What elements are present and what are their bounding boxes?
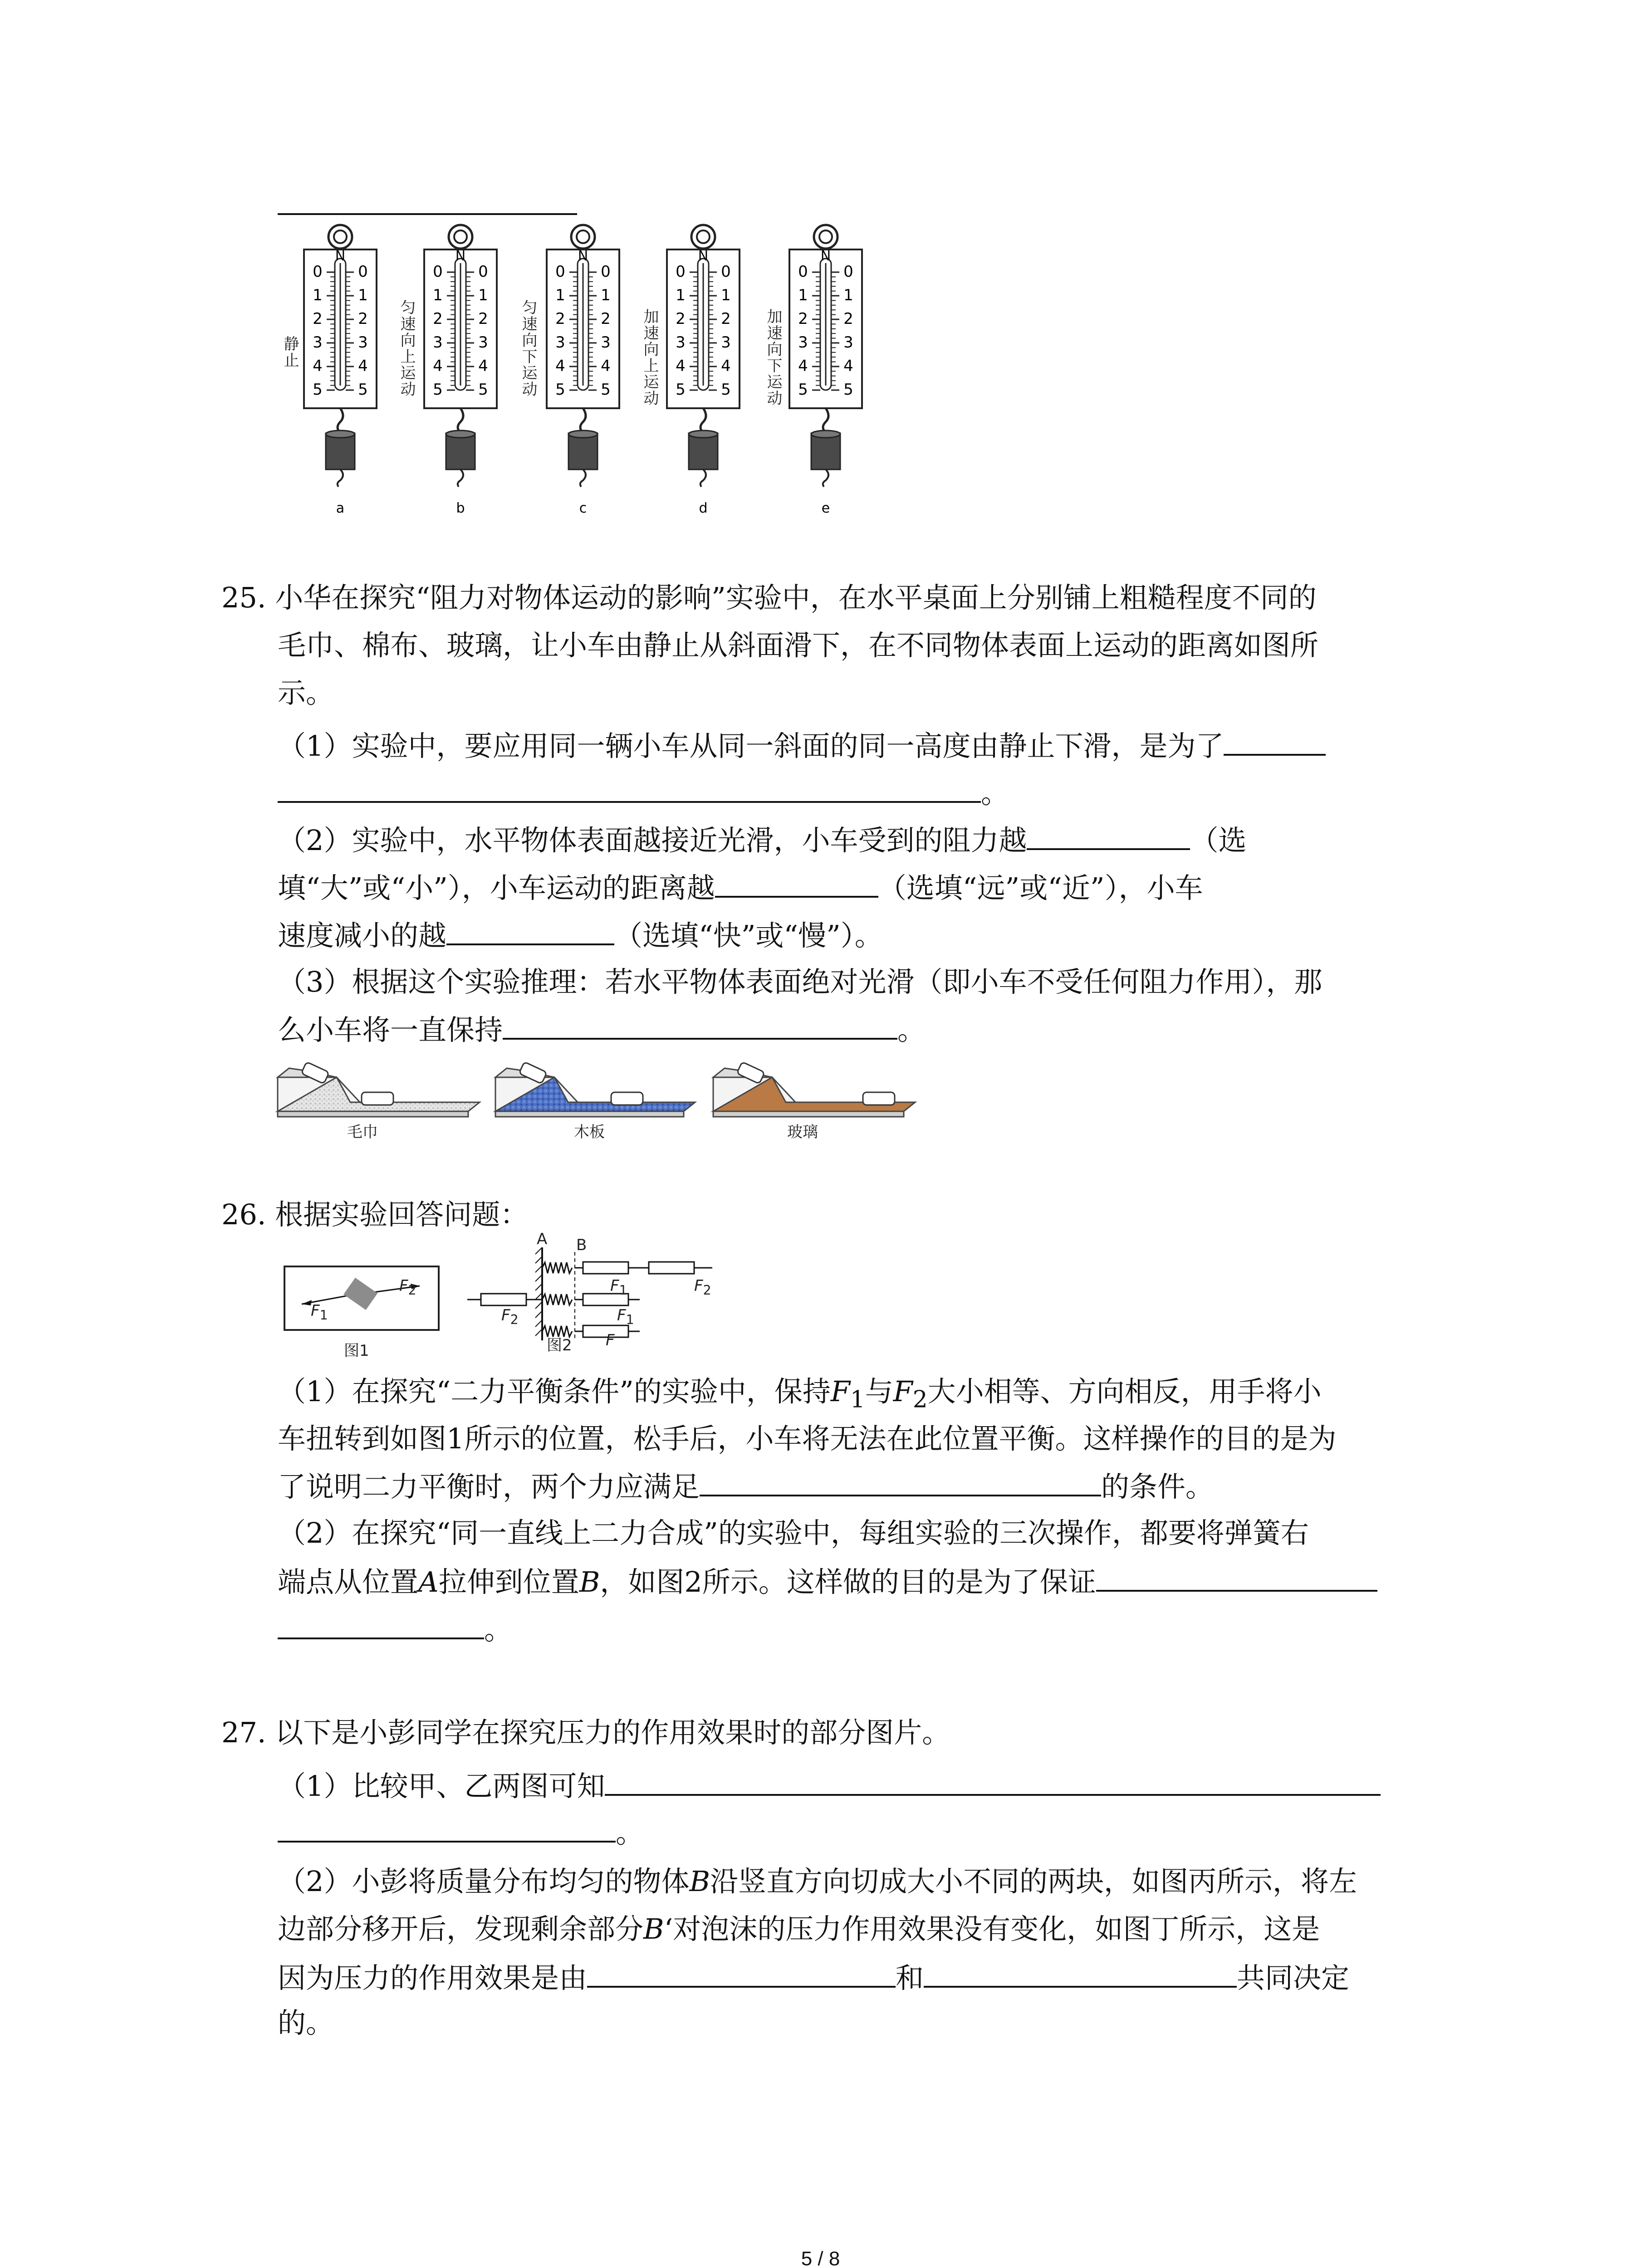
q25-line2: 毛巾、棉布、玻璃，让小车由静止从斜面滑下，在不同物体表面上运动的距离如图所 xyxy=(278,629,1319,662)
scale-tick-left-c-2: 2 xyxy=(555,310,565,328)
scale-tick-left-c-3: 3 xyxy=(555,333,565,352)
scale-tick-right-b-3: 3 xyxy=(478,333,488,352)
q25-part2-line2 xyxy=(278,869,1203,906)
q26-part2: （2）在探究“同一直线上二力合成”的实验中，每组实验的三次操作，都要将弹簧右 xyxy=(278,1516,1309,1549)
scale-weight-d xyxy=(689,433,718,469)
scale-label-a: 静止 xyxy=(281,336,299,368)
scale-tick-left-c-0: 0 xyxy=(555,263,565,281)
q27-blank1-cont[interactable] xyxy=(278,1813,616,1843)
q26-part2-line3 xyxy=(278,1610,512,1648)
scale-tick-right-e-3: 3 xyxy=(843,333,853,352)
q25-part2-text: （2）实验中，水平物体表面越接近光滑，小车受到的阻力越 xyxy=(278,824,1027,857)
q25-blank3[interactable] xyxy=(715,869,878,898)
scale-tick-right-e-4: 4 xyxy=(843,357,853,375)
fig2-label-F1-top: $F_1$ xyxy=(610,1277,627,1298)
q25-part1-text: （1）实验中，要应用同一辆小车从同一斜面的同一高度由静止下滑，是为了 xyxy=(278,729,1224,763)
scale-tick-right-c-1: 1 xyxy=(601,286,611,304)
q27-line1: 27. 以下是小彭同学在探究压力的作用效果时的部分图片。 xyxy=(221,1716,950,1749)
q27-part1-text: （1）比较甲、乙两图可知 xyxy=(278,1769,605,1803)
scale-letter-d: d xyxy=(699,500,708,516)
q26-part1-text: （1）在探究“二力平衡条件”的实验中，保持 xyxy=(278,1375,831,1408)
scale-tick-right-a-4: 4 xyxy=(358,357,368,375)
q26-part1-end: 的条件。 xyxy=(1101,1470,1214,1503)
scale-tick-right-b-0: 0 xyxy=(478,263,488,281)
q26-pos-B: B xyxy=(579,1565,600,1598)
scale-tick-left-d-5: 5 xyxy=(676,381,686,399)
ramp-figure xyxy=(278,1057,926,1129)
q27-part2-text3: 边部分移开后，发现剩余部分 xyxy=(278,1912,644,1945)
scale-tick-right-b-4: 4 xyxy=(478,357,488,375)
scale-tick-right-e-0: 0 xyxy=(843,263,853,281)
q26-part1 xyxy=(278,1374,1322,1418)
q26-part1-mid: 与 xyxy=(865,1375,893,1408)
scale-tick-right-b-2: 2 xyxy=(478,310,488,328)
q26-figure2 xyxy=(467,1243,730,1347)
q26-part1-line2: 车扭转到如图1所示的位置，松手后，小车将无法在此位置平衡。这样操作的目的是为 xyxy=(278,1422,1337,1455)
fig2-label-A: A xyxy=(537,1230,548,1248)
q27-part2 xyxy=(278,1863,1357,1900)
scale-label-d: 加速向上运动 xyxy=(641,308,659,406)
scale-tick-right-c-5: 5 xyxy=(601,381,611,399)
ramp-glass xyxy=(713,1062,915,1117)
fig2-label-B: B xyxy=(576,1236,587,1254)
scale-tick-left-a-2: 2 xyxy=(313,310,323,328)
fig2-caption: 图2 xyxy=(547,1336,572,1354)
scale-tick-right-b-5: 5 xyxy=(478,381,488,399)
scale-tick-right-e-1: 1 xyxy=(843,286,853,304)
q26-pos-A: A xyxy=(418,1565,439,1598)
q25-line1: 25. 小华在探究“阻力对物体运动的影响”实验中，在水平桌面上分别铺上粗糙程度不同的 xyxy=(221,581,1317,614)
q26-figure1 xyxy=(284,1266,442,1334)
q27-blank2[interactable] xyxy=(587,1959,896,1988)
scale-letter-a: a xyxy=(336,500,345,516)
scale-tick-right-c-2: 2 xyxy=(601,310,611,328)
fig1-label-F1: $F_1$ xyxy=(311,1302,328,1323)
scale-tick-left-d-4: 4 xyxy=(676,357,686,375)
q26-part1-text2: 大小相等、方向相反，用手将小 xyxy=(927,1375,1322,1408)
scale-weight-c xyxy=(568,433,598,469)
scale-letter-c: c xyxy=(579,500,587,516)
scale-tick-left-e-5: 5 xyxy=(798,381,808,399)
scale-tick-left-b-3: 3 xyxy=(433,333,443,352)
scale-unit-e: N xyxy=(820,248,831,264)
scale-letter-b: b xyxy=(456,500,465,516)
spring-scales-figure xyxy=(272,222,907,540)
q26-blank1[interactable] xyxy=(700,1467,1101,1496)
scale-label-c: 匀速向下运动 xyxy=(519,299,537,397)
scale-tick-left-a-4: 4 xyxy=(313,357,323,375)
q25-part3-text: 么小车将一直保持 xyxy=(278,1013,503,1046)
q27-blank1[interactable] xyxy=(605,1767,1381,1796)
q25-part1-cont xyxy=(278,774,1009,811)
q25-blank1[interactable] xyxy=(1224,727,1326,756)
surface-label-board: 木板 xyxy=(574,1123,605,1141)
q25-blank1-cont[interactable] xyxy=(278,774,981,803)
scale-tick-left-d-2: 2 xyxy=(676,310,686,328)
q25-blank5[interactable] xyxy=(503,1011,897,1040)
q27-object-B2: B xyxy=(643,1912,664,1945)
q25-part1-end: 。 xyxy=(981,777,1009,810)
scale-tick-left-d-0: 0 xyxy=(676,263,686,281)
scale-tick-left-e-4: 4 xyxy=(798,357,808,375)
scale-tick-right-a-1: 1 xyxy=(358,286,368,304)
fig2-label-F2-top: $F_2$ xyxy=(694,1277,711,1298)
scale-tick-right-a-2: 2 xyxy=(358,310,368,328)
scale-label-e: 加速向下运动 xyxy=(764,308,782,406)
scale-weight-e xyxy=(811,433,840,469)
scale-tick-left-a-5: 5 xyxy=(313,381,323,399)
scale-tick-left-a-3: 3 xyxy=(313,333,323,352)
q25-part3-line2 xyxy=(278,1011,926,1048)
scale-tick-left-b-5: 5 xyxy=(433,381,443,399)
q25-part2-text3: 速度减小的越 xyxy=(278,919,447,952)
page-number: 5 / 8 xyxy=(801,2248,840,2268)
q25-part3-end: 。 xyxy=(897,1013,926,1046)
scale-tick-left-b-0: 0 xyxy=(433,263,443,281)
q25-part2-text2: 填“大”或“小”），小车运动的距离越 xyxy=(278,871,715,904)
scale-tick-left-c-5: 5 xyxy=(555,381,565,399)
scale-tick-right-d-2: 2 xyxy=(721,310,731,328)
q27-part2-text: （2）小彭将质量分布均匀的物体 xyxy=(278,1865,690,1898)
surface-label-glass: 玻璃 xyxy=(787,1123,818,1141)
scale-tick-left-c-4: 4 xyxy=(555,357,565,375)
scale-tick-right-d-3: 3 xyxy=(721,333,731,352)
q26-F1-sub: 1 xyxy=(850,1386,865,1413)
scale-tick-right-e-5: 5 xyxy=(843,381,853,399)
scale-tick-left-e-1: 1 xyxy=(798,286,808,304)
fig2-label-F: F xyxy=(606,1331,615,1349)
scale-tick-left-b-2: 2 xyxy=(433,310,443,328)
ramp-towel xyxy=(278,1062,480,1117)
scale-tick-right-c-0: 0 xyxy=(601,263,611,281)
scale-tick-left-e-3: 3 xyxy=(798,333,808,352)
q25-blank4[interactable] xyxy=(446,916,614,945)
fig1-label-F2: $F_2$ xyxy=(399,1277,416,1298)
scale-tick-right-d-1: 1 xyxy=(721,286,731,304)
scale-tick-right-c-4: 4 xyxy=(601,357,611,375)
q26-blank2[interactable] xyxy=(1096,1563,1377,1592)
scale-tick-right-d-0: 0 xyxy=(721,263,731,281)
scale-label-b: 匀速向上运动 xyxy=(397,299,416,397)
scale-tick-right-a-0: 0 xyxy=(358,263,368,281)
scale-tick-left-a-1: 1 xyxy=(313,286,323,304)
q27-part2-text6: 共同决定 xyxy=(1237,1961,1350,1994)
q25-part3: （3）根据这个实验推理：若水平物体表面绝对光滑（即小车不受任何阻力作用），那 xyxy=(278,965,1323,998)
q27-part2-line2 xyxy=(278,1911,1320,1947)
fig1-caption: 图1 xyxy=(344,1342,369,1360)
q25-part1 xyxy=(278,727,1326,764)
q26-part2-text2: 拉伸到位置 xyxy=(438,1565,579,1598)
scale-tick-left-b-4: 4 xyxy=(433,357,443,375)
scale-tick-left-e-2: 2 xyxy=(798,310,808,328)
ramp-board xyxy=(495,1062,695,1117)
scale-unit-d: N xyxy=(698,248,709,264)
q27-part1 xyxy=(278,1767,1381,1804)
scale-unit-b: N xyxy=(455,248,466,264)
q27-part1-end: 。 xyxy=(616,1816,644,1849)
q26-part2-text3: ，如图2所示。这样做的目的是为了保证 xyxy=(600,1565,1096,1598)
q27-part2-text2: 沿竖直方向切成大小不同的两块，如图丙所示，将左 xyxy=(710,1865,1357,1898)
q27-part2-and: 和 xyxy=(896,1961,924,1994)
q27-part2-text5: 因为压力的作用效果是由 xyxy=(278,1961,588,1994)
q27-blank3[interactable] xyxy=(924,1959,1237,1988)
scale-tick-left-b-1: 1 xyxy=(433,286,443,304)
q26-line1: 26. 根据实验回答问题： xyxy=(221,1198,529,1231)
scale-tick-left-d-1: 1 xyxy=(676,286,686,304)
fig2-label-F2-left: $F_2$ xyxy=(501,1306,519,1327)
scale-weight-a xyxy=(326,433,355,469)
scale-tick-right-b-1: 1 xyxy=(478,286,488,304)
scale-tick-left-d-3: 3 xyxy=(676,333,686,352)
scale-tick-right-d-4: 4 xyxy=(721,357,731,375)
scale-weight-b xyxy=(446,433,475,469)
q26-part2-text: 端点从位置 xyxy=(278,1565,419,1598)
scale-tick-left-c-1: 1 xyxy=(555,286,565,304)
q26-part1-text3: 了说明二力平衡时，两个力应满足 xyxy=(278,1470,700,1503)
answer-blank-continued[interactable] xyxy=(278,213,577,215)
q25-part2-hint: （选 xyxy=(1190,824,1247,857)
q27-object-B: B xyxy=(689,1865,710,1898)
scale-tick-right-a-5: 5 xyxy=(358,381,368,399)
q25-part2 xyxy=(278,821,1246,859)
q26-part1-line3 xyxy=(278,1467,1214,1505)
scale-tick-left-a-0: 0 xyxy=(313,263,323,281)
scale-unit-c: N xyxy=(578,248,588,264)
q27-part2-line4: 的。 xyxy=(278,2006,334,2039)
scale-tick-right-e-2: 2 xyxy=(843,310,853,328)
scale-tick-left-e-0: 0 xyxy=(798,263,808,281)
fig2-label-F1-mid: $F_1$ xyxy=(617,1306,634,1327)
q27-part2-line3 xyxy=(278,1959,1349,1996)
q26-F2-sub: 2 xyxy=(912,1386,928,1413)
q27-part2-text4: ‘对泡沫的压力作用效果没有变化，如图丁所示，这是 xyxy=(664,1912,1320,1945)
scale-tick-right-d-5: 5 xyxy=(721,381,731,399)
q25-part2-hint3: （选填“快”或“慢”）。 xyxy=(614,919,883,952)
scale-tick-right-c-3: 3 xyxy=(601,333,611,352)
q25-part2-hint2: （选填“远”或“近”），小车 xyxy=(878,871,1203,904)
q25-part2-line3 xyxy=(278,916,883,954)
q27-part1-line2 xyxy=(278,1813,644,1851)
q25-blank2[interactable] xyxy=(1027,821,1190,850)
q26-F2: F xyxy=(893,1375,913,1408)
q26-part2-line2 xyxy=(278,1563,1377,1600)
q26-part2-end: 。 xyxy=(484,1613,513,1646)
scale-unit-a: N xyxy=(335,248,346,264)
q26-F1: F xyxy=(830,1375,850,1408)
surface-label-towel: 毛巾 xyxy=(347,1123,378,1141)
scale-letter-e: e xyxy=(821,500,830,516)
scale-tick-right-a-3: 3 xyxy=(358,333,368,352)
q26-blank2-cont[interactable] xyxy=(278,1610,484,1639)
q25-line3: 示。 xyxy=(278,676,334,709)
